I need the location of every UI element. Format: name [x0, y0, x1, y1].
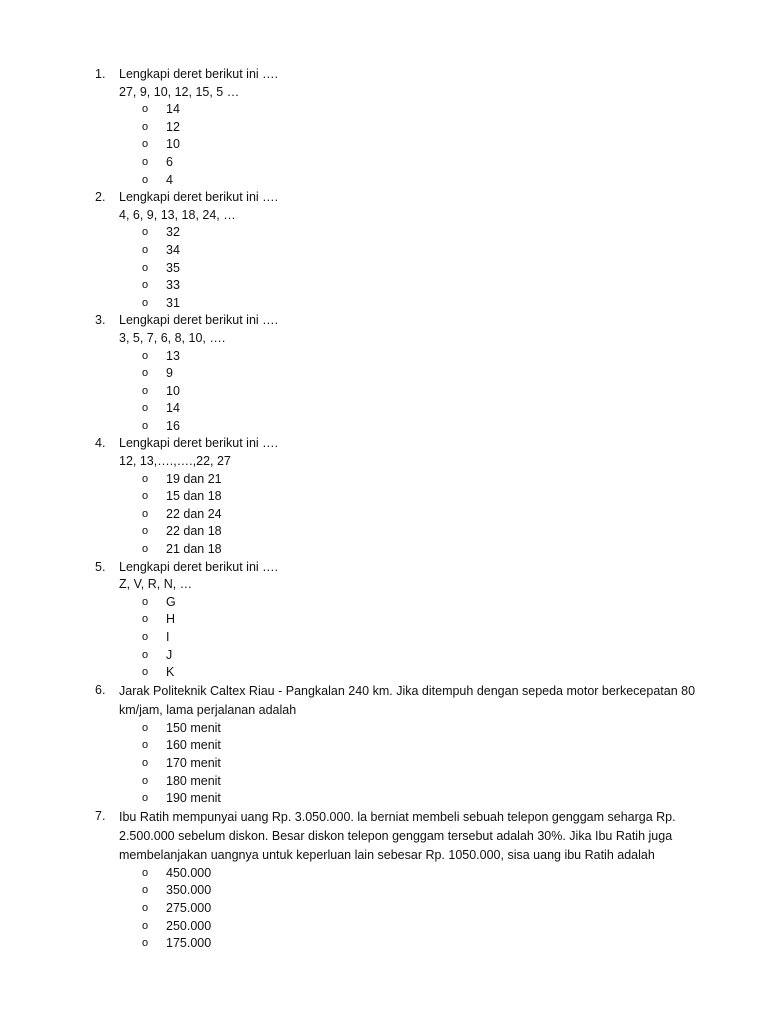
bullet-icon: o	[142, 666, 149, 679]
bullet-icon: o	[142, 866, 149, 879]
answer-options	[119, 348, 698, 436]
answer-options	[119, 471, 698, 559]
question-number: 6.	[95, 682, 106, 697]
answer-option	[119, 506, 698, 524]
option-text: 4	[166, 172, 173, 187]
answer-option	[119, 629, 698, 647]
question-2	[0, 189, 768, 312]
option-text: 150 menit	[166, 720, 221, 735]
answer-option	[119, 260, 698, 278]
answer-option	[119, 523, 698, 541]
question-4	[0, 435, 768, 558]
bullet-icon: o	[142, 543, 149, 556]
option-text: 22 dan 24	[166, 506, 222, 521]
bullet-icon: o	[142, 226, 149, 239]
option-text: 14	[166, 401, 180, 416]
answer-option	[119, 773, 698, 791]
option-text: 32	[166, 225, 180, 240]
option-text: 250.000	[166, 918, 212, 933]
question-sequence: 27, 9, 10, 12, 15, 5 …	[119, 84, 240, 99]
bullet-icon: o	[142, 367, 149, 380]
question-prompt: Jarak Politeknik Caltex Riau - Pangkalan 240 km. Jika ditempuh dengan sepeda motor berkecepatan 80 km/jam, lama perjalanan adalah	[119, 683, 699, 717]
answer-options	[119, 720, 698, 808]
bullet-icon: o	[142, 631, 149, 643]
answer-option	[119, 365, 698, 383]
answer-options	[119, 101, 698, 189]
bullet-icon: o	[142, 507, 149, 520]
answer-option	[119, 611, 698, 629]
answer-option	[119, 348, 698, 366]
bullet-icon: o	[142, 901, 149, 914]
answer-option	[119, 277, 698, 295]
bullet-icon: o	[142, 173, 149, 186]
bullet-icon: o	[142, 155, 149, 168]
answer-option	[119, 755, 698, 773]
answer-option	[119, 594, 698, 612]
option-text: 9	[166, 366, 173, 381]
option-text: 180 menit	[166, 773, 221, 788]
option-text: 190 menit	[166, 791, 221, 806]
bullet-icon: o	[142, 349, 149, 362]
question-number: 3.	[95, 313, 106, 328]
bullet-icon: o	[142, 279, 149, 292]
option-text: 16	[166, 418, 180, 433]
option-text: 35	[166, 260, 180, 275]
option-text: K	[166, 665, 175, 680]
bullet-icon: o	[142, 774, 149, 787]
answer-option	[119, 488, 698, 506]
answer-option	[119, 119, 698, 137]
option-text: 15 dan 18	[166, 489, 222, 504]
question-sequence: Z, V, R, N, …	[119, 577, 193, 592]
question-sequence: 12, 13,….,….,22, 27	[119, 454, 231, 469]
bullet-icon: o	[142, 384, 149, 397]
option-text: 14	[166, 102, 180, 117]
question-prompt: Lengkapi deret berikut ini ….	[119, 559, 279, 574]
answer-option	[119, 790, 698, 808]
option-text: 175.000	[166, 936, 212, 951]
option-text: 450.000	[166, 865, 212, 880]
option-text: 6	[166, 154, 173, 169]
bullet-icon: o	[142, 595, 149, 608]
option-text: 170 menit	[166, 755, 221, 770]
answer-option	[119, 400, 698, 418]
option-text: 31	[166, 295, 180, 310]
answer-option	[119, 664, 698, 682]
bullet-icon: o	[142, 937, 149, 950]
option-text: 22 dan 18	[166, 524, 222, 539]
question-prompt: Lengkapi deret berikut ini ….	[119, 190, 279, 205]
question-prompt: Lengkapi deret berikut ini ….	[119, 436, 279, 451]
answer-options	[119, 224, 698, 312]
bullet-icon: o	[142, 721, 149, 734]
option-text: 160 menit	[166, 738, 221, 753]
bullet-icon: o	[142, 103, 149, 116]
question-1	[0, 66, 768, 189]
answer-option	[119, 101, 698, 119]
question-number: 5.	[95, 559, 106, 574]
option-text: 10	[166, 137, 180, 152]
bullet-icon: o	[142, 296, 149, 309]
bullet-icon: o	[142, 648, 149, 661]
option-text: 21 dan 18	[166, 542, 222, 557]
answer-option	[119, 383, 698, 401]
option-text: H	[166, 612, 176, 627]
bullet-icon: o	[142, 243, 149, 256]
bullet-icon: o	[142, 739, 149, 752]
answer-option	[119, 882, 698, 900]
option-text: 12	[166, 119, 180, 134]
answer-option	[119, 935, 698, 953]
option-text: J	[166, 647, 173, 662]
bullet-icon: o	[142, 613, 149, 626]
question-3	[0, 312, 768, 435]
option-text: 19 dan 21	[166, 471, 222, 486]
answer-option	[119, 918, 698, 936]
option-text: G	[166, 594, 176, 609]
answer-option	[119, 418, 698, 436]
question-prompt: Lengkapi deret berikut ini ….	[119, 313, 279, 328]
bullet-icon: o	[142, 402, 149, 415]
answer-option	[119, 720, 698, 738]
answer-option	[119, 541, 698, 559]
answer-option	[119, 471, 698, 489]
option-text: 10	[166, 383, 180, 398]
question-number: 1.	[95, 67, 106, 81]
option-text: 34	[166, 242, 180, 257]
bullet-icon: o	[142, 419, 149, 432]
question-prompt: Lengkapi deret berikut ini ….	[119, 67, 279, 81]
answer-option	[119, 737, 698, 755]
answer-option	[119, 900, 698, 918]
question-number: 7.	[95, 808, 106, 823]
question-7	[0, 808, 768, 953]
bullet-icon: o	[142, 472, 149, 485]
answer-option	[119, 647, 698, 665]
answer-option	[119, 295, 698, 313]
question-6	[0, 682, 768, 808]
bullet-icon: o	[142, 884, 149, 897]
bullet-icon: o	[142, 138, 149, 151]
question-5	[0, 559, 768, 682]
bullet-icon: o	[142, 490, 149, 503]
answer-options	[119, 594, 698, 682]
answer-options	[119, 865, 698, 953]
answer-option	[119, 136, 698, 154]
bullet-icon: o	[142, 261, 149, 274]
answer-option	[119, 242, 698, 260]
question-sequence: 4, 6, 9, 13, 18, 24, …	[119, 207, 236, 222]
answer-option	[119, 865, 698, 883]
bullet-icon: o	[142, 756, 149, 769]
bullet-icon: o	[142, 525, 149, 538]
bullet-icon: o	[142, 120, 149, 133]
answer-option	[119, 224, 698, 242]
option-text: I	[166, 630, 170, 644]
bullet-icon: o	[142, 919, 149, 932]
question-number: 4.	[95, 436, 106, 451]
option-text: 275.000	[166, 900, 212, 915]
document-page	[0, 66, 768, 953]
question-prompt: Ibu Ratih mempunyai uang Rp. 3.050.000. la berniat membeli sebuah telepon genggam seharga Rp. 2.500.000 sebelum diskon. Besar diskon telepon genggam tersebut adalah 30%. Jika Ibu Ratih juga membelanjakan uangnya untuk keperluan lain sebesar Rp. 1050.000, sisa uang ibu Ratih adalah	[119, 809, 680, 862]
question-number: 2.	[95, 190, 106, 205]
option-text: 13	[166, 348, 180, 363]
answer-option	[119, 172, 698, 190]
answer-option	[119, 154, 698, 172]
question-sequence: 3, 5, 7, 6, 8, 10, ….	[119, 330, 226, 345]
option-text: 33	[166, 278, 180, 293]
bullet-icon: o	[142, 792, 149, 805]
option-text: 350.000	[166, 883, 212, 898]
